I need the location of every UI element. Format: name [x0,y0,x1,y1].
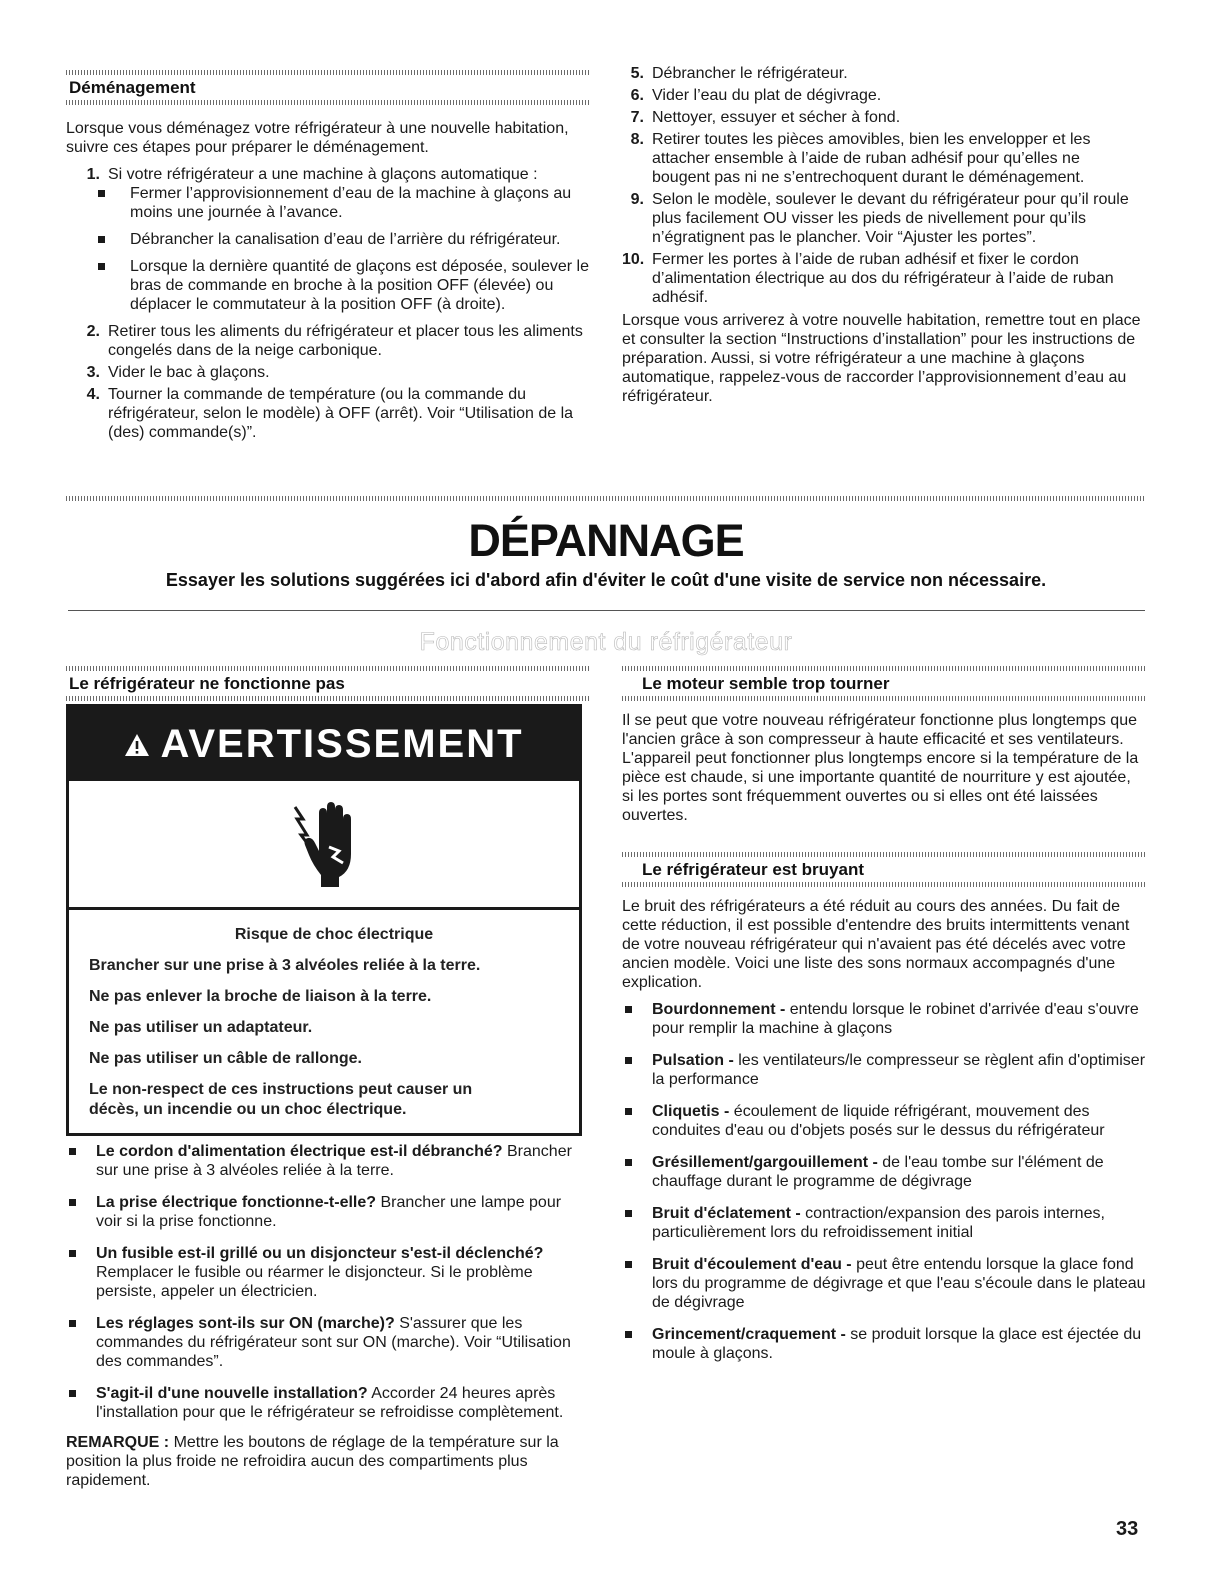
step-item: 8. Retirer toutes les pièces amovibles, bien les envelopper et les attacher ensemble à l’aide de ruban adhésif pour qu’elles ne bougent pas ni ne s’entrechoquent durant le déménagement. [630,131,1091,186]
step-item: 5. Débrancher le réfrigérateur. [630,65,848,82]
warning-risk: Risque de choc électrique [234,926,434,943]
page-subtitle: Essayer les solutions suggérées ici d'abord afin d'éviter le coût d'une visite de service non nécessaire. [165,570,1047,590]
list-item: Un fusible est-il grillé ou un disjoncteur s'est-il déclenché? Remplacer le fusible ou réarmer le disjoncteur. Si le problème persiste, appeler un électricien. [66,1244,590,1301]
list-item: Bourdonnement - entendu lorsque le robinet d'arrivée d'eau s'ouvre pour remplir la machine à glaçons [622,1000,1146,1038]
moving-intro: Lorsque vous déménagez votre réfrigérateur à une nouvelle habitation, suivre ces étapes pour préparer le déménagement. [66,120,569,156]
warning-line: Ne pas enlever la broche de liaison à la terre. [89,988,432,1005]
sub-bullet: Fermer l’approvisionnement d’eau de la machine à glaçons au moins une journée à l’avance. [66,184,590,222]
step-item: 2. Retirer tous les aliments du réfrigérateur et placer tous les aliments congelés dans de la neige carbonique. [86,323,583,359]
step-item: 9. Selon le modèle, soulever le devant du réfrigérateur pour qu’il roule plus facilement OU visser les pieds de nivellement pour qu’ils n’égratignent pas le plancher. Voir “Ajuster les portes”. [630,191,1129,246]
moving-title: Déménagement [69,78,196,97]
motor-section [622,666,1146,825]
list-item: Cliquetis - écoulement de liquide réfrigérant, mouvement des conduites d'eau ou d'objets posés sur le dessus du réfrigérateur [622,1102,1146,1140]
list-item: Pulsation - les ventilateurs/le compresseur se règlent afin d'optimiser la performance [622,1051,1146,1089]
moving-section-right [610,64,1142,406]
page-title: DÉPANNAGE [468,515,744,566]
hatch-rule [622,666,1146,671]
hatch-rule [622,696,1146,701]
not-working-header [66,666,590,701]
note [66,1433,590,1490]
warning-line: Brancher sur une prise à 3 alvéoles reliée à la terre. [89,957,481,974]
warning-line: Ne pas utiliser un câble de rallonge. [89,1050,362,1067]
note-label: REMARQUE : [66,1434,170,1451]
warning-line: Ne pas utiliser un adaptateur. [89,1019,313,1036]
divider [68,610,1145,611]
not-working-title: Le réfrigérateur ne fonctionne pas [69,674,345,693]
list-item: Bruit d'éclatement - contraction/expansion des parois internes, particulièrement lors du refroidissement initial [622,1204,1146,1242]
page-number: 33 [1116,1518,1139,1540]
sub-bullet: Débrancher la canalisation d’eau de l’arrière du réfrigérateur. [66,230,590,249]
warning-picture [69,781,579,910]
not-working-list [66,1142,590,1490]
noisy-title: Le réfrigérateur est bruyant [642,860,865,879]
section-title: Fonctionnement du réfrigérateur [419,628,793,656]
step-item: 3. Vider le bac à glaçons. [86,364,270,381]
hatch-rule [66,70,590,75]
list-item: Les réglages sont-ils sur ON (marche)? S'assurer que les commandes du réfrigérateur sont sur ON (marche). Voir “Utilisation des commandes”. [66,1314,590,1371]
list-item: Grésillement/gargouillement - de l'eau tombe sur l'élément de chauffage durant le programme de dégivrage [622,1153,1146,1191]
hatch-rule [66,100,590,105]
hatch-rule [66,696,590,701]
hatch-rule [66,496,1146,501]
moving-section-left [66,70,590,445]
list-item: La prise électrique fonctionne-t-elle? Brancher une lampe pour voir si la prise fonctionne. [66,1193,590,1231]
hatch-rule [622,852,1146,857]
hatch-rule [622,882,1146,887]
list-item: Le cordon d'alimentation électrique est-il débranché? Brancher sur une prise à 3 alvéoles reliée à la terre. [66,1142,590,1180]
noisy-section [622,852,1146,1376]
step-item: 4. Tourner la commande de température (ou la commande du réfrigérateur, selon le modèle) à OFF (arrêt). Voir “Utilisation de la (des) commande(s)”. [86,386,574,441]
motor-text: Il se peut que votre nouveau réfrigérateur fonctionne plus longtemps que l'ancien grâce à son compresseur à haute efficacité et ses ventilateurs. L'appareil peut fonctionner plus longtemps encore si la température de la pièce est chaude, si une importante quantité de nourriture y est ajoutée, si les portes sont fréquemment ouvertes ou si elles ont été laissées ouvertes. [622,712,1139,824]
electric-shock-hand-icon [289,799,359,889]
warning-box [66,704,582,1136]
sub-bullet: Lorsque la dernière quantité de glaçons est déposée, soulever le bras de commande en broche à la position OFF (élevée) ou déplacer le commutateur à la position OFF (à droite). [66,257,590,314]
hatch-rule [66,666,590,671]
step-item: 6. Vider l’eau du plat de dégivrage. [630,87,882,104]
step-item: 7. Nettoyer, essuyer et sécher à fond. [630,109,901,126]
warning-triangle-icon [124,722,150,767]
step-item: 1. Si votre réfrigérateur a une machine à glaçons automatique : Fermer l’approvisionnement d’eau de la machine à glaçons au moins une journée à l’avance. Débrancher la canalisation d’eau de l’arrière du réfrigérateur. Lorsque la dernière quantité de glaçons est déposée, soulever le bras de commande en broche à la position OFF (élevée) ou déplacer le commutateur à la position OFF (à droite). [66,165,590,314]
moving-closing: Lorsque vous arriverez à votre nouvelle habitation, remettre tout en place et consulter la section “Instructions d’installation” pour les instructions de préparation. Aussi, si votre réfrigérateur a une machine à glaçons automatique, rappelez-vous de raccorder l’approvisionnement d’eau au réfrigérateur. [622,312,1141,405]
noisy-intro: Le bruit des réfrigérateurs a été réduit au cours des années. Du fait de cette réduction, il est possible d'entendre des bruits intermittents venant de votre nouveau réfrigérateur qui n'avaient pas été décelés avec votre ancien modèle. Voici une liste des sons normaux accompagnés d'une explication. [622,898,1130,991]
list-item: Grincement/craquement - se produit lorsque la glace est éjectée du moule à glaçons. [622,1325,1146,1363]
warning-header-label: AVERTISSEMENT [160,721,524,766]
motor-title: Le moteur semble trop tourner [642,674,890,693]
step-item: 10. Fermer les portes à l’aide de ruban adhésif et fixer le cordon d’alimentation électrique au dos du réfrigérateur à l’aide de ruban adhésif. [622,251,1114,306]
warning-header [69,707,579,781]
note-text: Mettre les boutons de réglage de la température sur la position la plus froide ne refroidira aucun des compartiments plus rapidement. [66,1434,559,1489]
list-item: Bruit d'écoulement d'eau - peut être entendu lorsque la glace fond lors du programme de dégivrage et que l'eau s'écoule dans le plateau de dégivrage [622,1255,1146,1312]
list-item: S'agit-il d'une nouvelle installation? Accorder 24 heures après l'installation pour que le réfrigérateur se refroidisse complètement. [66,1384,590,1422]
warning-line: Le non-respect de ces instructions peut causer un décès, un incendie ou un choc électrique. [89,1081,473,1118]
